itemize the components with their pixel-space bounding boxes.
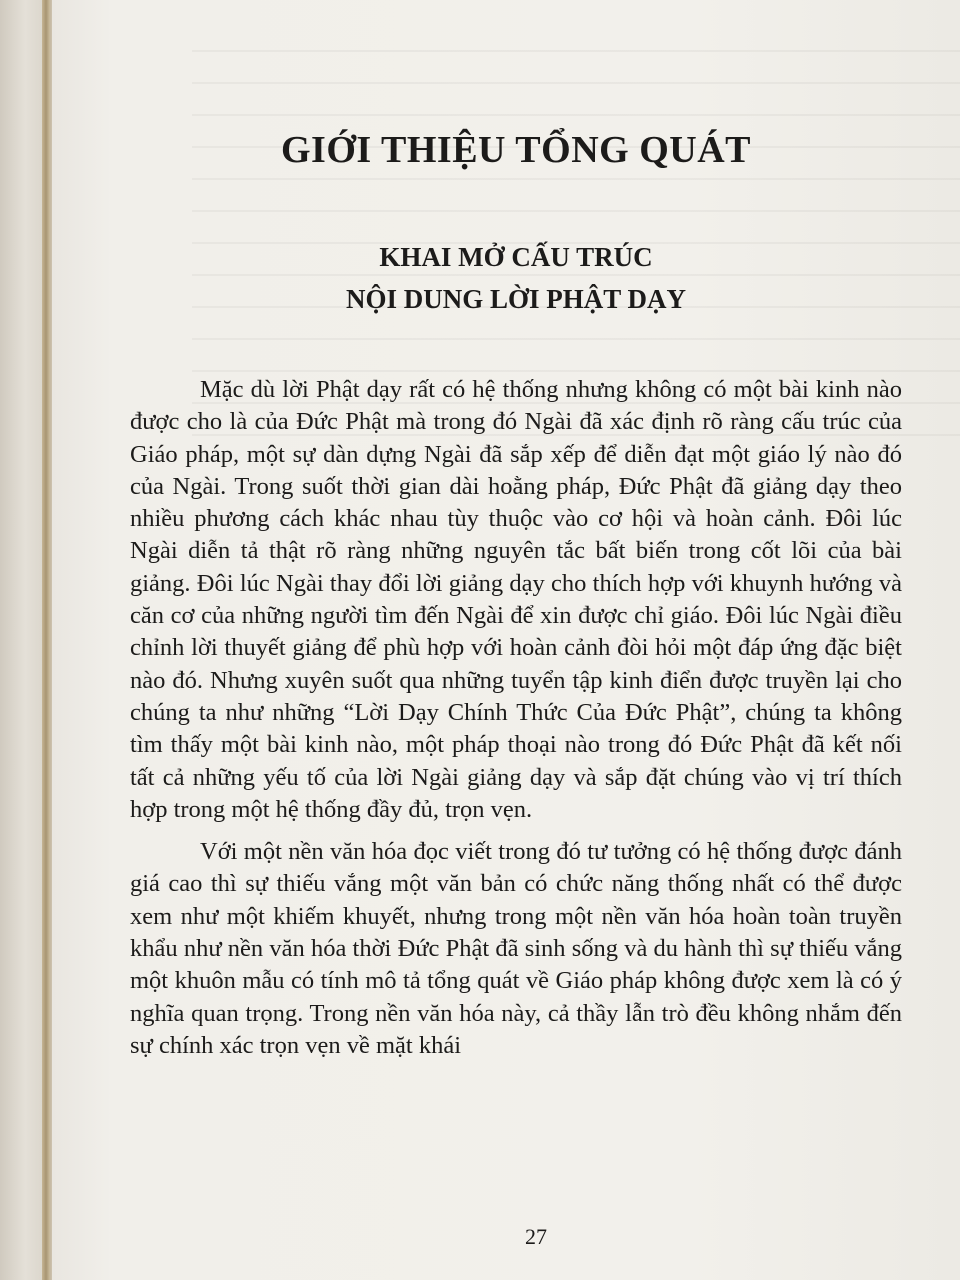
paragraph-1: Mặc dù lời Phật dạy rất có hệ thống nhưng không có một bài kinh nào được cho là của Đức Phật mà trong đó Ngài đã xác định rõ ràng cấu trúc của Giáo pháp, một sự dàn dựng Ngài đã sắp xếp để diễn đạt một giáo lý nào đó của Ngài. Trong suốt thời gian dài hoằng pháp, Đức Phật đã giảng dạy theo nhiều phương cách khác nhau tùy thuộc vào cơ hội và hoàn cảnh. Đôi lúc Ngài diễn tả thật rõ ràng những nguyên tắc bất biến trong cốt lõi của bài giảng. Đôi lúc Ngài thay đổi lời giảng dạy cho thích hợp với khuynh hướng và căn cơ của những người tìm đến Ngài để xin được chỉ giáo. Đôi lúc Ngài điều chỉnh lời thuyết giảng để phù hợp với hoàn cảnh đòi hỏi một đáp ứng đặc biệt nào đó. Nhưng xuyên suốt qua những tuyển tập kinh điển được truyền lại cho chúng ta như những “Lời Dạy Chính Thức Của Đức Phật”, chúng ta không tìm thấy một bài kinh nào, một pháp thoại nào trong đó Đức Phật đã kết nối tất cả những yếu tố của lời Ngài giảng dạy và sắp đặt chúng vào vị trí thích hợp trong một hệ thống đầy đủ, trọn vẹn.	[130, 376, 902, 823]
book-page	[52, 0, 960, 1280]
section-title-line-1: KHAI MỞ CẤU TRÚC	[379, 242, 653, 272]
page-content	[130, 0, 902, 1280]
left-page-edge	[0, 0, 42, 1280]
chapter-title: GIỚI THIỆU TỔNG QUÁT	[281, 129, 751, 171]
section-title	[130, 236, 902, 320]
book-spine	[42, 0, 50, 1280]
section-title-line-2: NỘI DUNG LỜI PHẬT DẠY	[345, 284, 687, 314]
body-text	[130, 374, 902, 1062]
paragraph-2: Với một nền văn hóa đọc viết trong đó tư tưởng có hệ thống được đánh giá cao thì sự thiếu vắng một văn bản có chức năng thống nhất có thể được xem như một khiếm khuyết, nhưng trong một nền văn hóa hoàn toàn truyền khẩu như nền văn hóa thời Đức Phật đã sinh sống và du hành thì sự thiếu vắng một khuôn mẫu có tính mô tả tổng quát về Giáo pháp không được xem là có ý nghĩa quan trọng. Trong nền văn hóa này, cả thầy lẫn trò đều không nhắm đến sự chính xác trọn vẹn về mặt khái	[130, 838, 902, 1059]
page-number: 27	[525, 1224, 547, 1249]
